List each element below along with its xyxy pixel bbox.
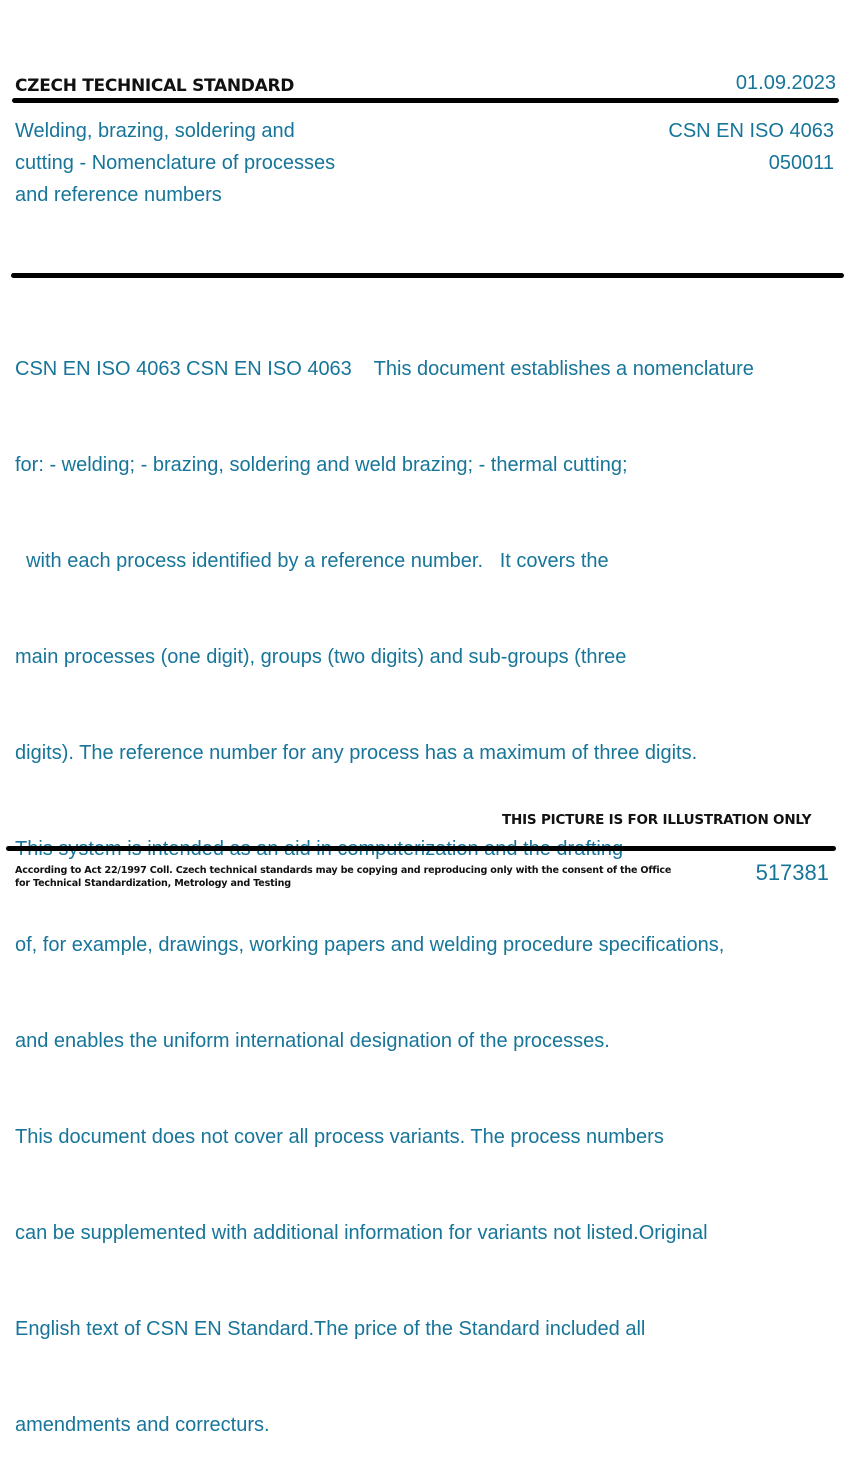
- abstract-line: with each process identified by a reference number. It covers the: [15, 550, 609, 572]
- abstract-line: for: - welding; - brazing, soldering and weld brazing; - thermal cutting;: [15, 454, 628, 476]
- abstract-line: main processes (one digit), groups (two digits) and sub-groups (three: [15, 646, 627, 668]
- publication-date: 01.09.2023: [735, 72, 836, 94]
- illustration-notice: THIS PICTURE IS FOR ILLUSTRATION ONLY: [502, 812, 812, 828]
- document-number: 517381: [755, 860, 829, 885]
- abstract-line: can be supplemented with additional information for variants not listed.Original: [15, 1222, 708, 1244]
- document-title: [15, 115, 335, 211]
- legal-line: According to Act 22/1997 Coll. Czech technical standards may be copying and reproducing only with the consent of the Office: [15, 865, 672, 876]
- title-line: Welding, brazing, soldering and: [15, 120, 295, 142]
- title-line: cutting - Nomenclature of processes: [15, 152, 336, 174]
- section-divider: [11, 273, 844, 278]
- standard-designation: CSN EN ISO 4063: [668, 120, 834, 142]
- abstract-line: amendments and correcturs.: [15, 1414, 270, 1436]
- classification-code: 050011: [768, 152, 834, 174]
- abstract-line: digits). The reference number for any process has a maximum of three digits.: [15, 742, 698, 764]
- abstract-line: of, for example, drawings, working papers and welding procedure specifications,: [15, 934, 725, 956]
- title-line: and reference numbers: [15, 184, 222, 206]
- abstract-line: This document does not cover all process variants. The process numbers: [15, 1126, 664, 1148]
- footer-divider: [6, 846, 836, 851]
- standard-type-label: CZECH TECHNICAL STANDARD: [15, 76, 295, 96]
- standard-identifiers: [668, 115, 834, 179]
- abstract-line: CSN EN ISO 4063 CSN EN ISO 4063 This document establishes a nomenclature: [15, 358, 754, 380]
- header-divider: [12, 98, 839, 103]
- legal-line: for Technical Standardization, Metrology and Testing: [15, 878, 291, 889]
- legal-notice: [15, 864, 671, 890]
- abstract-line: and enables the uniform international designation of the processes.: [15, 1030, 610, 1052]
- abstract-line: English text of CSN EN Standard.The price of the Standard included all: [15, 1318, 646, 1340]
